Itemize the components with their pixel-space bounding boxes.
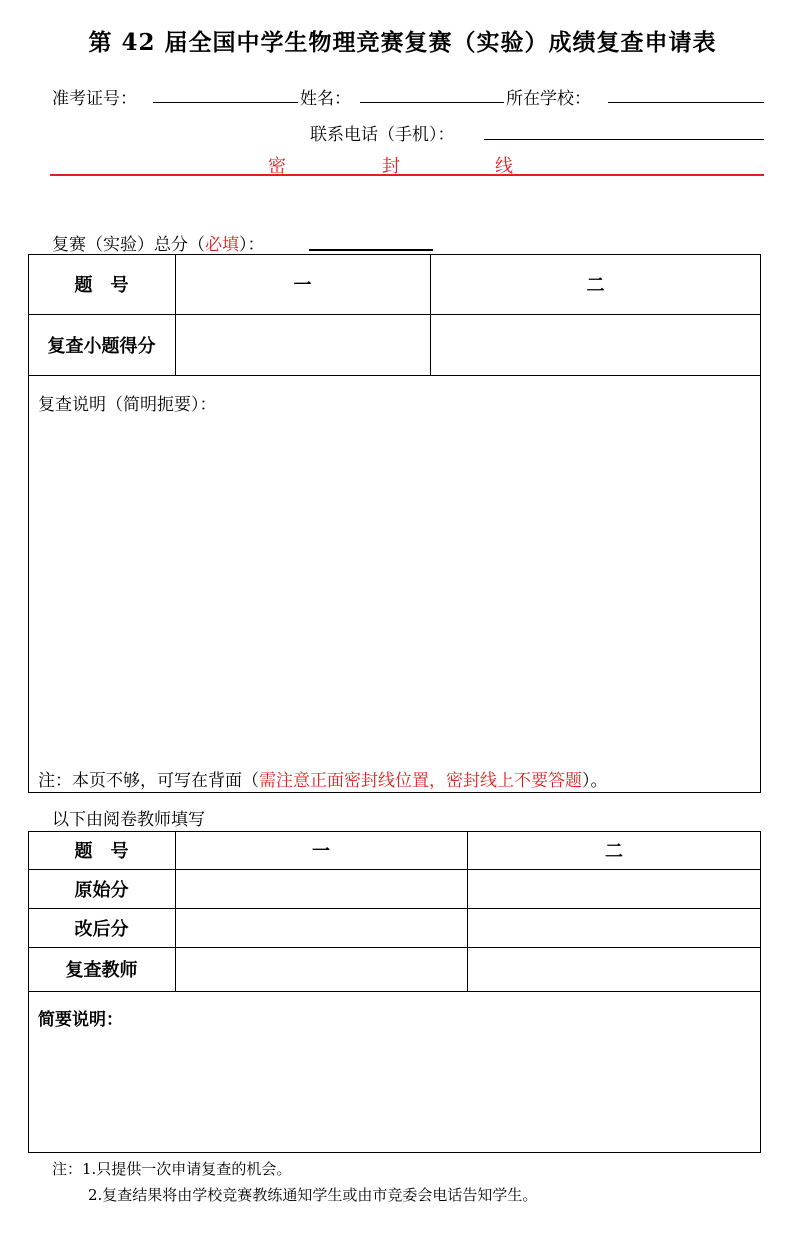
exam-id-label: 准考证号： [52, 89, 137, 109]
total-score-label [52, 230, 265, 255]
revised-score-q1[interactable] [176, 909, 466, 946]
teacher-q1[interactable] [176, 948, 466, 990]
seal-char-mi: 密 [268, 156, 286, 177]
total-score-field[interactable] [309, 249, 433, 251]
explanation-note-suffix: ）。 [582, 771, 608, 791]
footer-note-2: 2.复查结果将由学校竞赛教练通知学生或由市竞委会电话告知学生。 [88, 1186, 538, 1204]
grader-row-teacher: 复查教师 [65, 960, 138, 981]
table1-row-label: 复查小题得分 [47, 335, 156, 357]
table1-score-q1[interactable] [176, 315, 429, 374]
grader-section-label: 以下由阅卷教师填写 [52, 810, 205, 830]
grader-col-2: 二 [605, 841, 623, 862]
school-field[interactable] [608, 102, 764, 103]
school-label: 所在学校： [506, 89, 591, 109]
original-score-q2[interactable] [468, 870, 760, 907]
grader-row-revised: 改后分 [74, 918, 129, 940]
original-score-q1[interactable] [176, 870, 466, 907]
exam-id-field[interactable] [153, 102, 298, 103]
explanation-note-prefix: 注：本页不够，可写在背面（ [38, 771, 259, 791]
revised-score-q2[interactable] [468, 909, 760, 946]
required-mark: 必填 [205, 235, 239, 255]
phone-field[interactable] [484, 139, 764, 140]
seal-char-feng: 封 [382, 156, 400, 177]
summary-label: 简要说明： [38, 1010, 123, 1030]
explanation-note-warning: 需注意正面密封线位置，密封线上不要答题 [259, 771, 582, 791]
teacher-q2[interactable] [468, 948, 760, 990]
total-score-text-end: ）： [239, 235, 265, 255]
table1-score-q2[interactable] [431, 315, 760, 374]
name-field[interactable] [360, 102, 504, 103]
total-score-text: 复赛（实验）总分（ [52, 235, 205, 255]
explanation-area[interactable] [30, 415, 759, 760]
grader-col-1: 一 [312, 841, 330, 862]
summary-area[interactable] [30, 1030, 759, 1150]
grader-col-header: 题 号 [74, 841, 129, 862]
page-title: 第 42 届全国中学生物理竞赛复赛（实验）成绩复查申请表 [88, 29, 717, 56]
phone-label: 联系电话（手机）： [310, 125, 455, 145]
table1-col-header: 题 号 [74, 275, 129, 296]
footer-note-1: 注：1.只提供一次申请复查的机会。 [52, 1160, 292, 1178]
name-label: 姓名： [300, 89, 351, 109]
grader-row-original: 原始分 [74, 879, 129, 901]
explanation-note [38, 766, 608, 791]
table1-col-1: 一 [293, 275, 312, 296]
explanation-label: 复查说明（简明扼要）： [38, 395, 217, 415]
table1-col-2: 二 [586, 275, 605, 296]
seal-line [50, 174, 764, 176]
seal-char-xian: 线 [495, 156, 513, 177]
